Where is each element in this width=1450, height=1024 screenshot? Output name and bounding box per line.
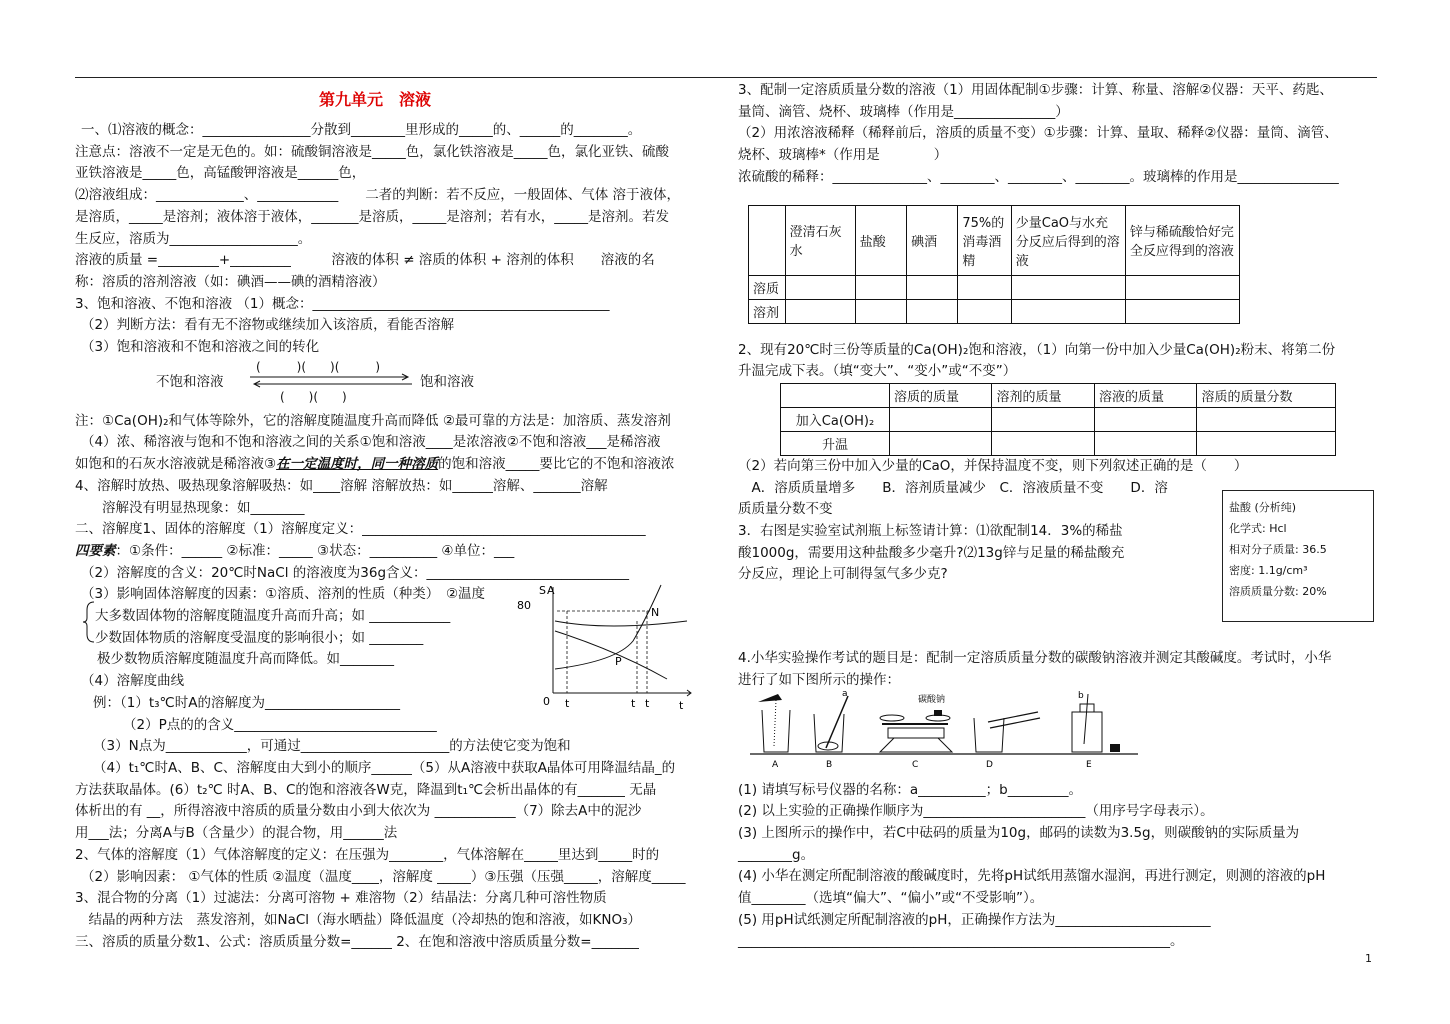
answer-cell[interactable] bbox=[907, 299, 958, 323]
answer-cell[interactable] bbox=[1011, 275, 1125, 299]
top-rule bbox=[75, 77, 1377, 78]
equip-label: a bbox=[842, 689, 848, 699]
answer-cell[interactable] bbox=[1197, 431, 1336, 455]
text-line: (3) 上图所示的操作中，若C中砝码的质量为10g，邮码的读数为3.5g，则碳酸钠的实际质量为 bbox=[738, 824, 1300, 841]
table-header: 碘酒 bbox=[907, 205, 958, 275]
text-line: 溶解没有明显热现象：如________ bbox=[75, 499, 305, 516]
table-row bbox=[749, 299, 1240, 323]
table-header: 少量CaO与水充分反应后得到的溶液 bbox=[1011, 205, 1125, 275]
text-line: 注意点：溶液不一定是无色的。如：硫酸铜溶液是_____色，氯化铁溶液是_____色，氯化亚铁、硫酸 bbox=[75, 143, 669, 160]
graph-origin-label: 0 bbox=[543, 695, 550, 708]
table-cell bbox=[749, 205, 786, 275]
graph-t-tick: t bbox=[565, 697, 570, 710]
text-line bbox=[75, 541, 725, 563]
text-line: (2) 以上实验的正确操作顺序为________________________（用序号字母表示）。 bbox=[738, 803, 1214, 820]
table-row bbox=[781, 431, 1336, 455]
text-line: 三、溶质的质量分数1、公式：溶质质量分数=______ 2、在饱和溶液中溶质质量分数=_______ bbox=[75, 933, 639, 950]
table-header: 溶液的质量 bbox=[1094, 383, 1196, 407]
text-line: 溶液的质量 =_________+_________ 溶液的体积 ≠ 溶质的体积 + 溶剂的体积 溶液的名 bbox=[75, 252, 655, 269]
table-header: 盐酸 bbox=[855, 205, 906, 275]
answer-cell[interactable] bbox=[1094, 407, 1196, 431]
text-line: （2）溶解度的含义：20℃时NaCl 的溶液度为36g含义：______________________________ bbox=[81, 564, 630, 581]
conversion-diagram bbox=[152, 356, 492, 406]
equip-label: E bbox=[1086, 760, 1092, 770]
text-line: 二、溶解度1、固体的溶解度（1）溶解度定义：__________________________________________ bbox=[75, 521, 646, 538]
text-line: （3）N点为____________，可通过______________________的方法使它变为饱和 bbox=[93, 738, 571, 755]
label-line: 密度: 1.1g/cm³ bbox=[1229, 564, 1308, 577]
conversion-bottom-label: ( )( ) bbox=[280, 390, 347, 404]
graph-a-label: A bbox=[547, 584, 555, 597]
answer-cell[interactable] bbox=[1094, 431, 1196, 455]
text-line: 烧杯、玻璃棒*（作用是 ） bbox=[738, 147, 948, 164]
label-line: 相对分子质量: 36.5 bbox=[1229, 543, 1327, 556]
answer-cell[interactable] bbox=[1011, 299, 1125, 323]
graph-t-tick: t bbox=[631, 697, 636, 710]
page-title: 第九单元 溶液 bbox=[318, 90, 431, 109]
calcium-hydroxide-table bbox=[780, 383, 1336, 456]
text-line: （2）用浓溶液稀释（稀释前后，溶质的质量不变）①步骤：计算、量取、稀释②仪器：量筒、滴管、 bbox=[738, 125, 1338, 142]
conversion-top-label: ( )( )( ) bbox=[256, 360, 381, 374]
answer-cell[interactable] bbox=[785, 275, 855, 299]
equip-label: 碳酸钠 bbox=[918, 695, 946, 705]
answer-cell[interactable] bbox=[855, 275, 906, 299]
text-line: 称：溶质的溶剂溶液（如：碘酒——碘的酒精溶液） bbox=[75, 273, 386, 290]
text-line: ________________________________________________________________。 bbox=[738, 933, 1184, 950]
table-row-label: 升温 bbox=[781, 431, 890, 455]
text-line: A．溶质质量增多 B．溶剂质量减少 C．溶液质量不变 D．溶 bbox=[738, 479, 1168, 496]
text-line: 例：（1）t₃℃时A的溶解度为____________________ bbox=[93, 694, 400, 711]
text-line: 升温完成下表。（填“变大”、“变小”或“不变”） bbox=[738, 363, 1017, 380]
solute-solvent-table bbox=[748, 205, 1240, 324]
text-line: 值________（选填“偏大”、“偏小”或“不受影响”）。 bbox=[738, 890, 1044, 907]
text-span: ：①条件：______ ②标准：_____ ③状态：__________ ④单位：___ bbox=[115, 542, 515, 559]
text-line: （2）判断方法：看有无不溶物或继续加入该溶质，看能否溶解 bbox=[81, 317, 455, 334]
text-line: （3）影响固体溶解度的因素：①溶质、溶剂的性质（种类） ②温度 bbox=[81, 586, 486, 603]
text-line: (4) 小华在测定所配制溶液的酸碱度时，先将pH试纸用蒸馏水湿润，再进行测定，则测的溶液的pH bbox=[738, 868, 1326, 885]
answer-cell[interactable] bbox=[890, 431, 992, 455]
text-line: 分反应，理论上可制得氢气多少克? bbox=[738, 566, 948, 583]
text-line: 2、气体的溶解度（1）气体溶解度的定义：在压强为________，气体溶解在_____里达到_____时的 bbox=[75, 846, 660, 863]
text-line: （2）若向第三份中加入少量的CaO，并保持温度不变，则下列叙述正确的是（ ） bbox=[738, 457, 1248, 474]
answer-cell[interactable] bbox=[958, 275, 1011, 299]
text-line: (1) 请填写标号仪器的名称：a__________；b_________。 bbox=[738, 781, 1083, 798]
text-line: ⑵溶液组成：_____________、____________ 二者的判断：若不反应，一般固体、气体 溶于液体， bbox=[75, 187, 681, 204]
text-line: （4）溶解度曲线 bbox=[81, 673, 185, 690]
emphasis-text: 在一定温度时，同一种溶质 bbox=[276, 456, 439, 473]
answer-cell[interactable] bbox=[907, 275, 958, 299]
text-line: 是溶质，_____是溶剂；液体溶于液体，_______是溶质，_____是溶剂；若有水，_____是溶剂。若发 bbox=[75, 208, 669, 225]
emphasis-text: 四要素 bbox=[75, 542, 116, 559]
graph-t-tick: t bbox=[679, 699, 684, 712]
table-header: 溶剂的质量 bbox=[992, 383, 1094, 407]
answer-cell[interactable] bbox=[1125, 275, 1239, 299]
conversion-right-label: 饱和溶液 bbox=[420, 374, 474, 390]
label-line: 溶质质量分数: 20% bbox=[1229, 585, 1327, 598]
reagent-label bbox=[1222, 490, 1374, 622]
answer-cell[interactable] bbox=[958, 299, 1011, 323]
text-line: 3．右图是实验室试剂瓶上标签请计算：⑴欲配制14．3%的稀盐 bbox=[738, 523, 1123, 540]
solubility-curve-diagram bbox=[517, 581, 697, 712]
text-line: 用___法；分离A与B（含量少）的混合物，用______法 bbox=[75, 825, 398, 842]
text-line: 极少数物质溶解度随温度升高而降低。如________ bbox=[97, 651, 394, 668]
text-line: 3、配制一定溶质质量分数的溶液（1）用固体配制①步骤：计算、称量、溶解②仪器：天平、药匙、 bbox=[738, 82, 1333, 98]
text-line: （3）饱和溶液和不饱和溶液之间的转化 bbox=[81, 339, 320, 356]
text-line: 4、溶解时放热、吸热现象溶解吸热：如____溶解 溶解放热：如______溶解、_______溶解 bbox=[75, 477, 608, 494]
table-header: 锌与稀硫酸恰好完全反应得到的溶液 bbox=[1125, 205, 1239, 275]
table-header: 75%的消毒酒精 bbox=[958, 205, 1011, 275]
brace-icon bbox=[82, 600, 96, 644]
label-line: 化学式: Hcl bbox=[1229, 522, 1287, 535]
text-line: ________g。 bbox=[738, 846, 815, 863]
graph-s-label: S bbox=[539, 584, 546, 597]
text-line: （2）P点的的含义______________________________ bbox=[123, 716, 437, 733]
text-line: 体析出的有 __，所得溶液中溶质的质量分数由小到大依次为 ____________（7）除去A中的泥沙 bbox=[75, 803, 642, 820]
table-row-label: 加入Ca(OH)₂ bbox=[781, 407, 890, 431]
equip-label: A bbox=[772, 760, 779, 770]
text-line: （4）浓、稀溶液与饱和不饱和溶液之间的关系①饱和溶液____是浓溶液②不饱和溶液___是稀溶液 bbox=[81, 434, 661, 451]
text-span: 的饱和溶液_____要比它的不饱和溶液浓 bbox=[438, 456, 675, 473]
graph-n-label: N bbox=[651, 606, 660, 619]
text-line: 结晶的两种方法 蒸发溶剂，如NaCl（海水晒盐）降低温度（冷却热的饱和溶液，如KNO₃） bbox=[75, 911, 642, 928]
page-number: 1 bbox=[1365, 952, 1372, 965]
answer-cell[interactable] bbox=[1197, 407, 1336, 431]
text-line: 亚铁溶液是_____色，高锰酸钾溶液是______色， bbox=[75, 165, 366, 182]
answer-cell[interactable] bbox=[855, 299, 906, 323]
equip-label: B bbox=[826, 760, 833, 770]
text-line: 注：①Ca(OH)₂和气体等除外，它的溶解度随温度升高而降低 ②最可靠的方法是：加溶质、蒸发溶剂 bbox=[75, 412, 671, 429]
text-line: (5) 用pH试纸测定所配制溶液的pH，正确操作方法为_______________________ bbox=[738, 911, 1211, 928]
left-column bbox=[75, 80, 725, 953]
answer-cell[interactable] bbox=[992, 407, 1094, 431]
text-line: 量筒、滴管、烧杯、玻璃棒（作用是_______________） bbox=[738, 103, 1069, 120]
graph-80-label: 80 bbox=[517, 599, 531, 612]
text-line: 4.小华实验操作考试的题目是：配制一定溶质质量分数的碳酸钠溶液并测定其酸碱度。考试时，小华 bbox=[738, 650, 1332, 667]
text-line: 2、现有20℃时三份等质量的Ca(OH)₂饱和溶液，（1）向第一份中加入少量Ca(OH)₂粉末、将第二份 bbox=[738, 341, 1336, 358]
text-line: （2）影响因素： ①气体的性质 ②温度（温度____，溶解度 _____）③压强（压强_____，溶解度_____ bbox=[81, 868, 686, 885]
answer-cell[interactable] bbox=[785, 299, 855, 323]
text-line: （4）t₁℃时A、B、C、溶解度由大到小的顺序______（5）从A溶液中获取A晶体可用降温结晶_的 bbox=[93, 759, 676, 776]
lab-equipment-illustration bbox=[748, 688, 1140, 770]
equip-label: C bbox=[912, 760, 919, 770]
equip-label: D bbox=[986, 760, 993, 770]
text-line: 质质量分数不变 bbox=[738, 501, 833, 518]
table-row bbox=[749, 275, 1240, 299]
graph-t-tick: t bbox=[645, 697, 650, 710]
conversion-left-label: 不饱和溶液 bbox=[156, 374, 224, 390]
table-header: 溶质的质量 bbox=[890, 383, 992, 407]
text-line: 浓硫酸的稀释：______________、________、________、________。玻璃棒的作用是_______________ bbox=[738, 168, 1339, 185]
text-line: 3、混合物的分离（1）过滤法：分离可溶物 + 难溶物（2）结晶法：分离几种可溶性物质 bbox=[75, 890, 607, 907]
text-line: 少数固体物质的溶解度受温度的影响很小；如 ________ bbox=[95, 629, 424, 646]
text-line: 进行了如下图所示的操作： bbox=[738, 671, 900, 688]
table-row-label: 溶质 bbox=[749, 275, 786, 299]
table-row-label: 溶剂 bbox=[749, 299, 786, 323]
text-span: 如饱和的石灰水溶液就是稀溶液③ bbox=[75, 456, 277, 473]
text-line: 一、⑴溶液的概念：________________分散到________里形成的_____的、______的________。 bbox=[81, 122, 642, 138]
label-line: 盐酸 (分析纯) bbox=[1229, 501, 1297, 514]
graph-p-label: P bbox=[615, 655, 622, 668]
table-row bbox=[781, 407, 1336, 431]
text-line: 3、饱和溶液、不饱和溶液 （1）概念：____________________________________________ bbox=[75, 295, 610, 312]
equip-label: b bbox=[1078, 691, 1084, 701]
text-line: 大多数固体物的溶解度随温度升高而升高；如 ____________ bbox=[95, 608, 451, 625]
table-header: 澄清石灰水 bbox=[785, 205, 855, 275]
text-line: 生反应，溶质为___________________。 bbox=[75, 230, 312, 247]
answer-cell[interactable] bbox=[1125, 299, 1239, 323]
table-header: 溶质的质量分数 bbox=[1197, 383, 1336, 407]
answer-cell[interactable] bbox=[890, 407, 992, 431]
text-line: 方法获取晶体。(6）t₂℃ 时A、B、C的饱和溶液各W克，降温到t₁℃会析出晶体的有_______ 无晶 bbox=[75, 781, 657, 798]
text-line: 酸1000g，需要用这种盐酸多少毫升?⑵13g锌与足量的稀盐酸充 bbox=[738, 544, 1125, 561]
table-cell bbox=[781, 383, 890, 407]
answer-cell[interactable] bbox=[992, 431, 1094, 455]
text-line bbox=[75, 454, 725, 476]
